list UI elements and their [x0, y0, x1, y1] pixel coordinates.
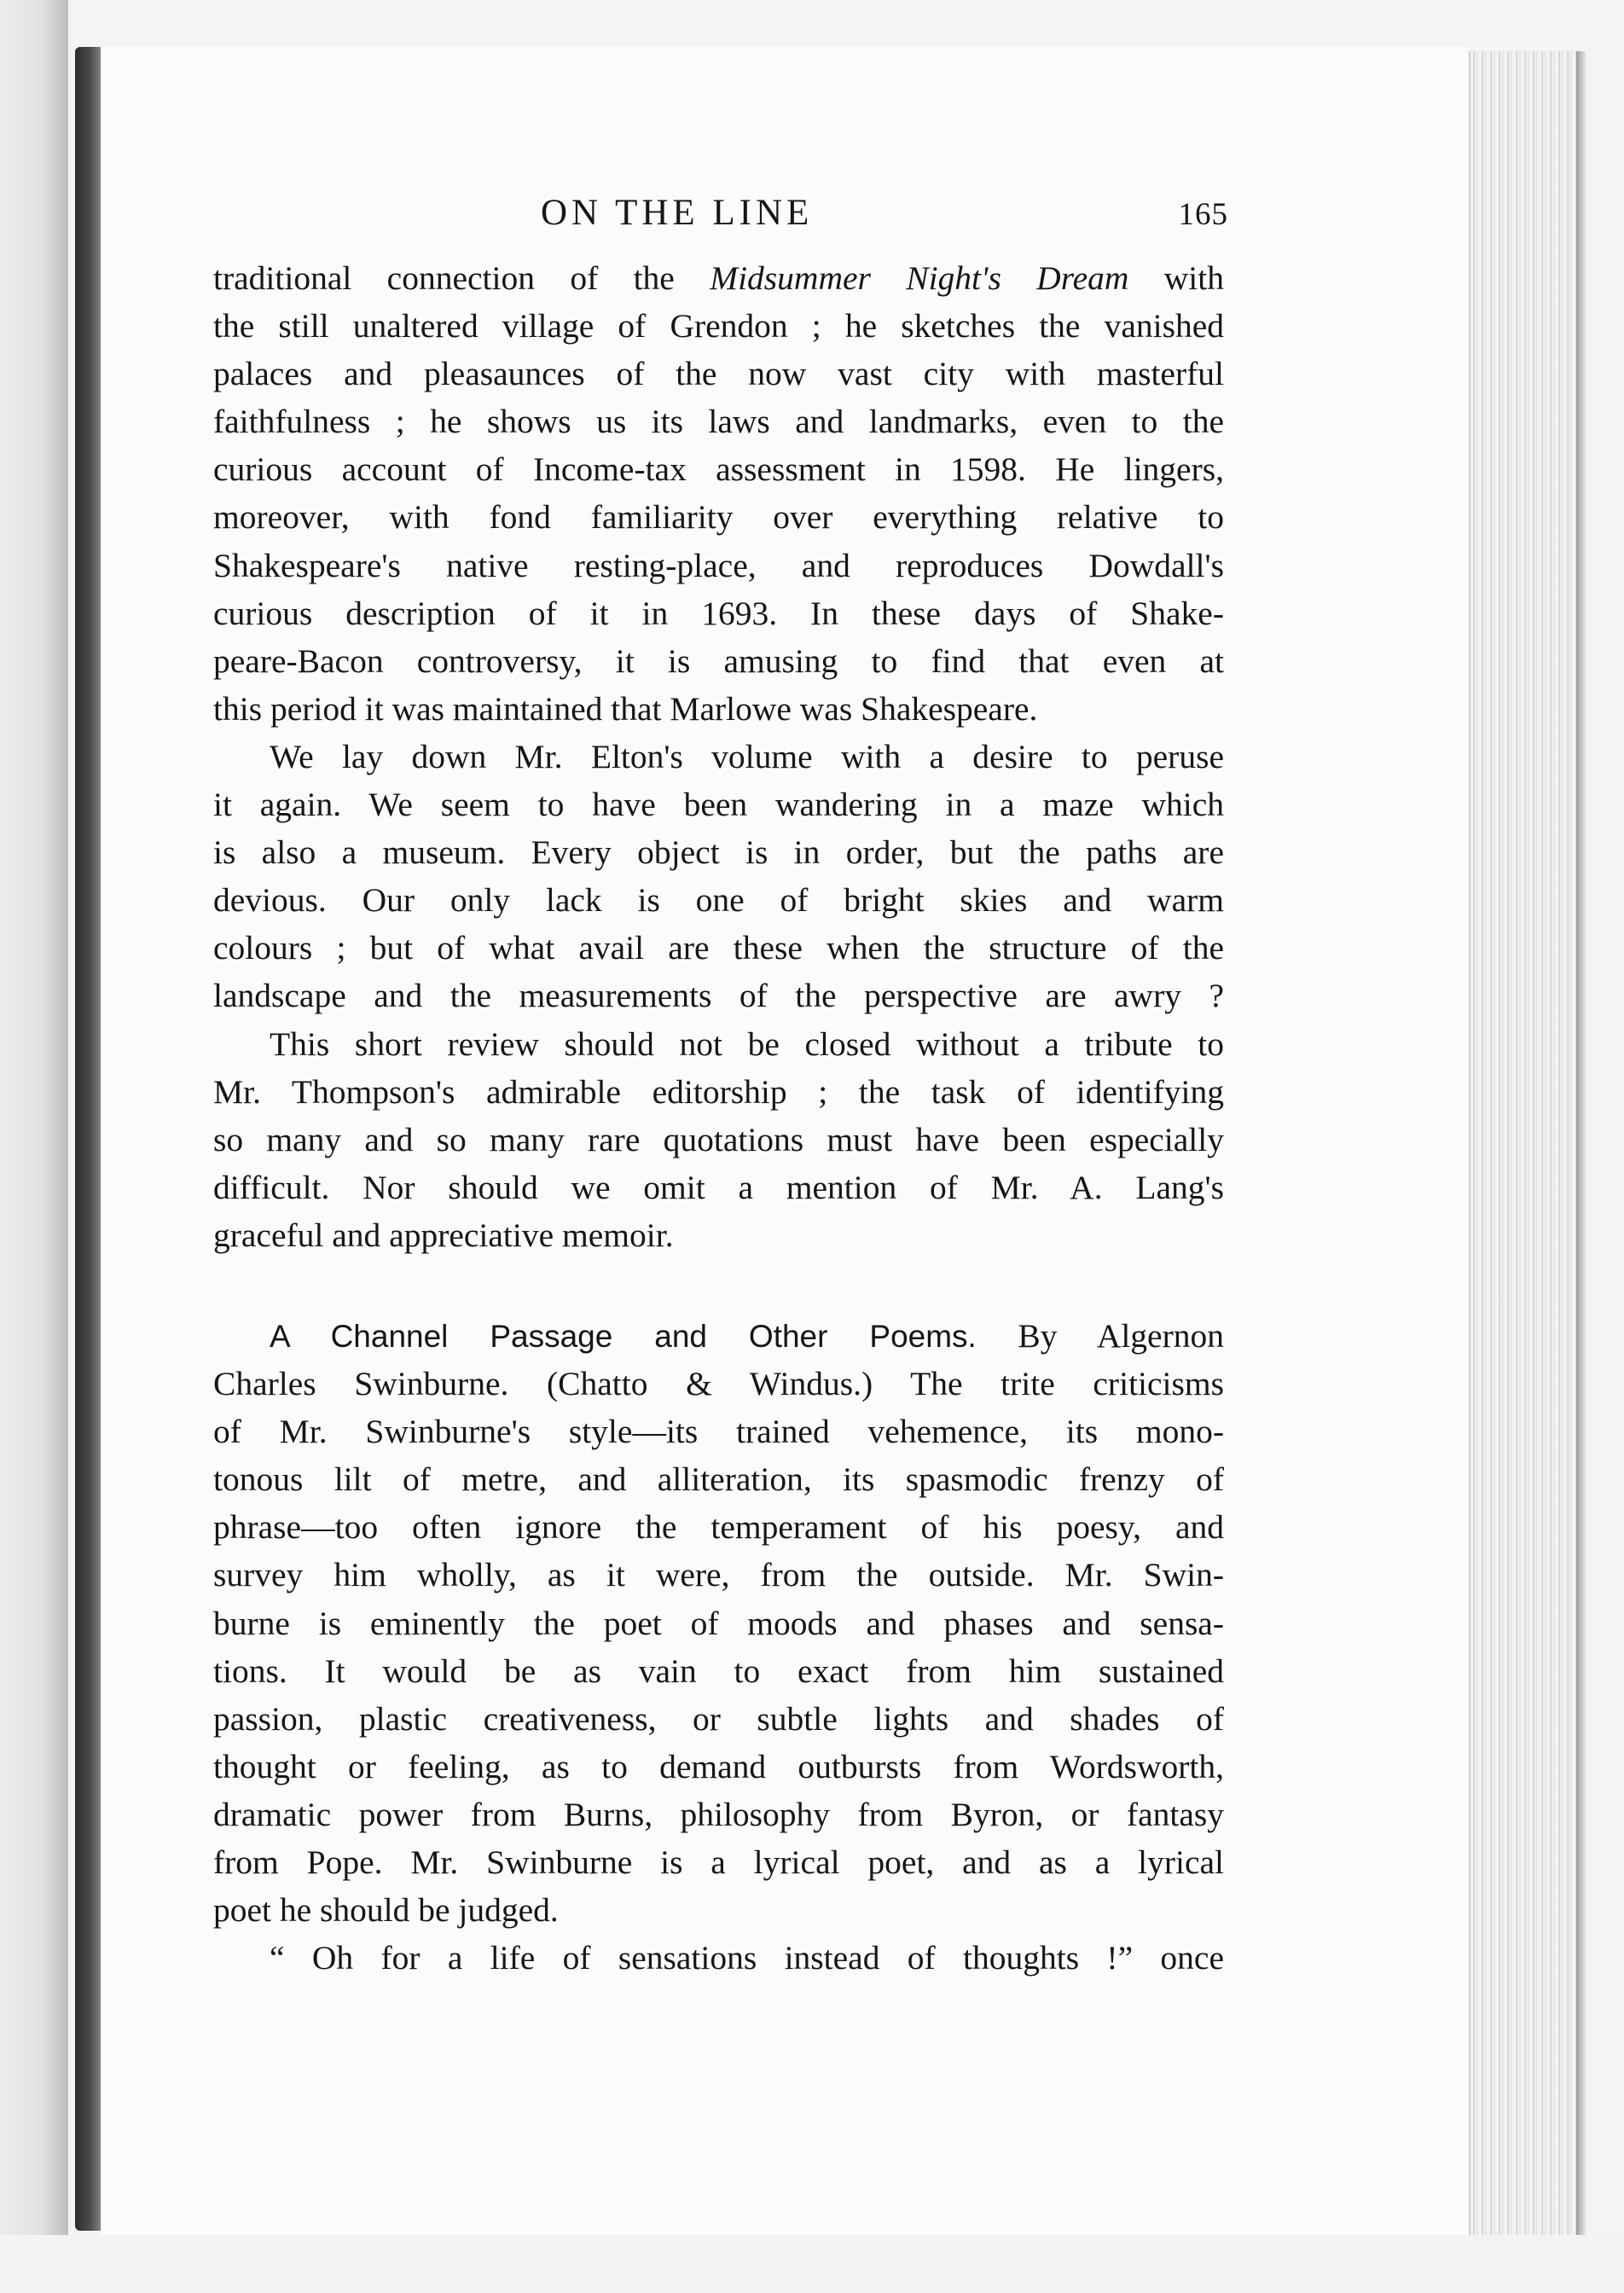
text-line: A Channel Passage and Other Poems. By Algernon: [270, 1316, 1224, 1355]
paragraph-continuation: [213, 254, 1224, 733]
text-line: “ Oh for a life of sensations instead of thoughts !” once: [270, 1939, 1224, 1977]
text-line: curious account of Income-tax assessment in 1598. He lingers,: [213, 450, 1224, 489]
text-line: dramatic power from Burns, philosophy from Byron, or fantasy: [213, 1795, 1224, 1833]
running-title: ON THE LINE: [541, 193, 814, 233]
text-line: traditional connection of the Midsummer Night's Dream with: [213, 259, 1224, 297]
text-line: Shakespeare's native resting-place, and reproduces Dowdall's: [213, 546, 1224, 584]
text-line: curious description of it in 1693. In these days of Shake-: [213, 594, 1224, 632]
italic-title: Midsummer Night's Dream: [710, 259, 1129, 297]
paragraph: [213, 733, 1224, 1020]
text-line: burne is eminently the poet of moods and phases and sensa-: [213, 1604, 1224, 1642]
text-line: colours ; but of what avail are these when the structure of the: [213, 929, 1224, 967]
page-stack-shadow: [1576, 51, 1586, 2261]
text-line: Charles Swinburne. (Chatto & Windus.) The trite criticisms: [213, 1365, 1224, 1403]
page-number: 165: [1178, 197, 1228, 232]
review-entry: [213, 1312, 1224, 1982]
text-line: moreover, with fond familiarity over everything relative to: [213, 498, 1224, 537]
text-line: faithfulness ; he shows us its laws and landmarks, even to the: [213, 403, 1224, 441]
page-body: [213, 254, 1224, 1982]
text-line: so many and so many rare quotations must have been especially: [213, 1120, 1224, 1158]
text-line: Mr. Thompson's admirable editorship ; the task of identifying: [213, 1072, 1224, 1111]
text-line: the still unaltered village of Grendon ; he sketches the vanished: [213, 307, 1224, 345]
text-line: poet he should be judged.: [213, 1891, 559, 1930]
text-line: this period it was maintained that Marlowe was Shakespeare.: [213, 689, 1038, 728]
text-line: thought or feeling, as to demand outbursts from Wordsworth,: [213, 1747, 1224, 1785]
text-line: survey him wholly, as it were, from the outside. Mr. Swin-: [213, 1556, 1224, 1594]
left-page-edge: [0, 0, 68, 2293]
running-head: [213, 189, 1228, 241]
text-line: it again. We seem to have been wandering in a maze which: [213, 786, 1224, 824]
text-line: We lay down Mr. Elton's volume with a desire to peruse: [270, 737, 1224, 775]
text-line: landscape and the measurements of the perspective are awry ?: [213, 977, 1224, 1015]
paragraph: [213, 1020, 1224, 1259]
text-line: graceful and appreciative memoir.: [213, 1216, 674, 1254]
text-line: tions. It would be as vain to exact from him sustained: [213, 1652, 1224, 1690]
text-line: is also a museum. Every object is in order, but the paths are: [213, 833, 1224, 872]
text-line: tonous lilt of metre, and alliteration, its spasmodic frenzy of: [213, 1460, 1224, 1499]
review-title: A Channel Passage and Other Poems.: [270, 1318, 977, 1354]
text-line: devious. Our only lack is one of bright skies and warm: [213, 881, 1224, 920]
page-stack-edge: [1469, 51, 1581, 2261]
text-line: from Pope. Mr. Swinburne is a lyrical poet, and as a lyrical: [213, 1843, 1224, 1881]
text-line: passion, plastic creativeness, or subtle lights and shades of: [213, 1699, 1224, 1738]
text-line: difficult. Nor should we omit a mention of Mr. A. Lang's: [213, 1168, 1224, 1206]
text-line: This short review should not be closed without a tribute to: [270, 1025, 1224, 1063]
text-line: of Mr. Swinburne's style—its trained vehemence, its mono-: [213, 1413, 1224, 1451]
scan-background: [0, 2235, 1624, 2293]
section-break: [213, 1259, 1224, 1312]
text-line: peare-Bacon controversy, it is amusing to find that even at: [213, 641, 1224, 680]
text-line: palaces and pleasaunces of the now vast city with masterful: [213, 355, 1224, 393]
text-line: phrase—too often ignore the temperament of his poesy, and: [213, 1508, 1224, 1547]
